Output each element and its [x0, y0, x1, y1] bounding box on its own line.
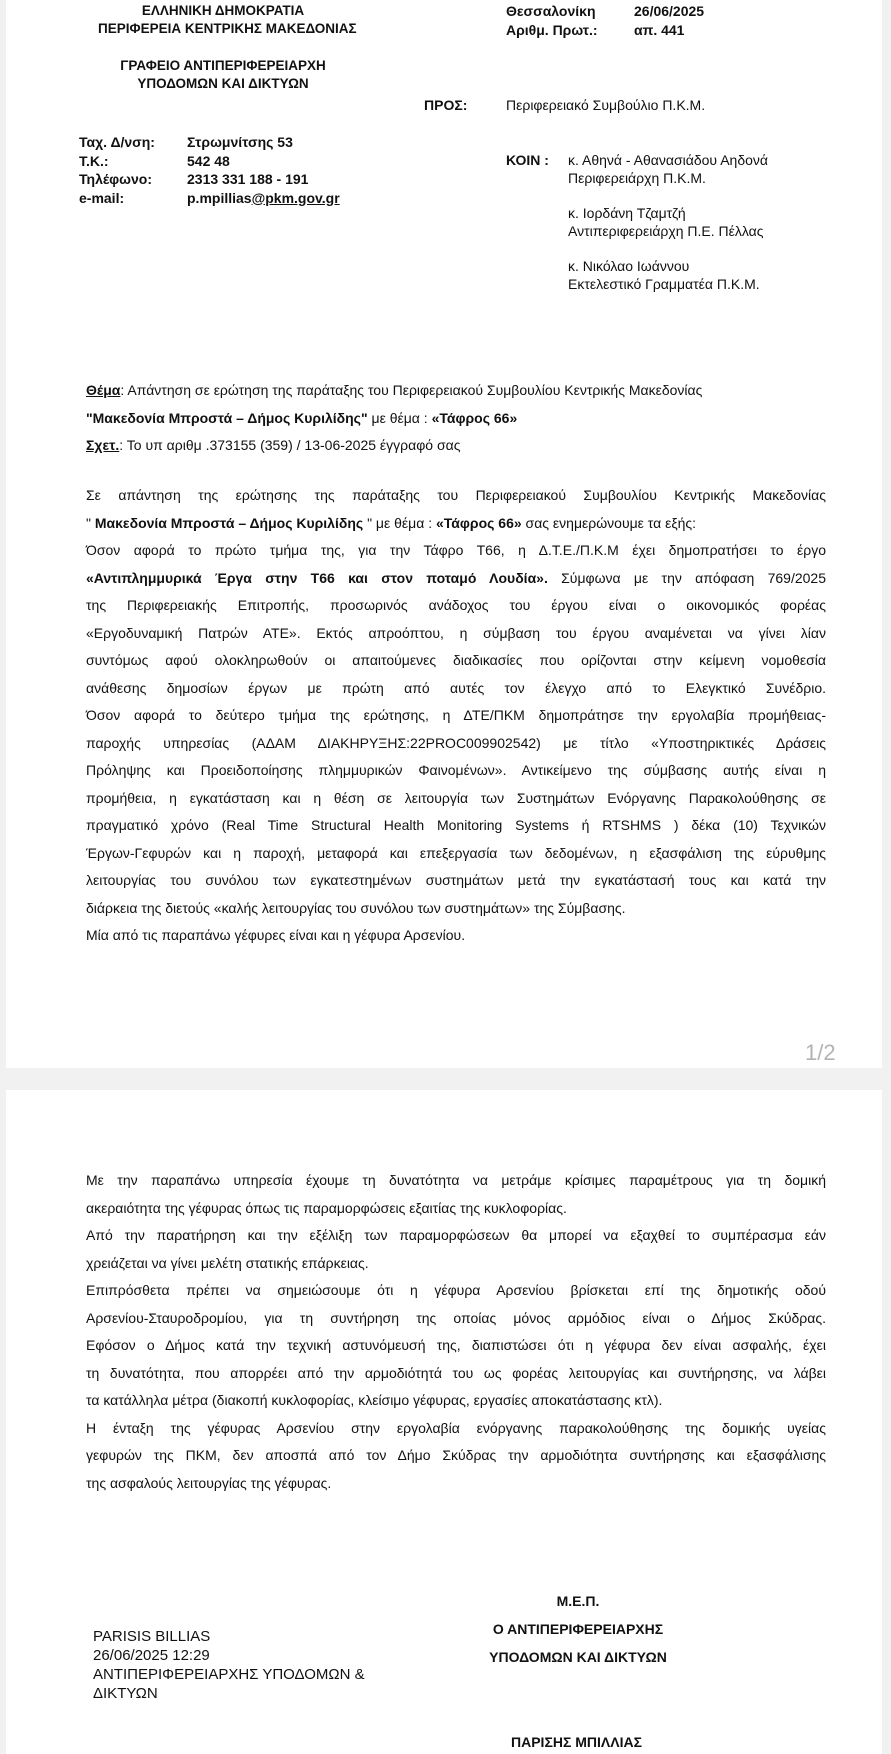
protocol-number: απ. 441: [634, 22, 685, 38]
subject-block: Θέμα: Απάντηση σε ερώτηση της παράταξης του Περιφερειακού Συμβουλίου Κεντρικής Μακεδονίας "Μακεδονία Μπροστά – Δήμος Κυριλίδης" με θέμα : «Τάφρος 66» Σχετ.: Το υπ αριθμ .373155 (359) / 13-06-2025 έγγραφό σας: [86, 382, 703, 453]
subject-label: Θέμα: [86, 382, 121, 398]
place-label: Θεσσαλονίκη: [506, 3, 596, 19]
document-page-2: [6, 1090, 882, 1754]
issuer-heading: [98, 2, 357, 38]
cc-recipient: κ. Αθηνά - Αθανασιάδου Αηδονά Περιφερειάρχη Π.Κ.Μ.: [568, 152, 768, 186]
body-paragraph-2: Με την παραπάνω υπηρεσία έχουμε τη δυνατότητα να μετράμε κρίσιμες παραμέτρους για τη δομική ακεραιότητα της γέφυρας όπως τις παραμορφώσεις εξαιτίας της κυκλοφορίας. Από την παρατήρηση και την εξέλιξη των παραμορφώσεων θα μπορεί να εξαχθεί το συμπέρασμα εάν χρειάζεται να γίνει μελέτη στατικής επάρκειας. Επιπρόσθετα πρέπει να σημειώσουμε ότι η γέφυρα Αρσενίου βρίσκεται επί της δημοτικής οδού Αρσενίου-Σταυροδρομίου, για τη συντήρηση της οποίας μόνος αρμόδιος είναι ο Δήμος Σκύδρας. Εφόσον ο Δήμος κατά την τεχνική αστυνόμευσή της, διαπιστώσει ότι η γέφυρα δεν είναι ασφαλής, έχει τη δυνατότητα, που απορρέει από την αρμοδιότητά του ως φορέας λειτουργίας και συντήρησης, να λάβει τα κατάλληλα μέτρα (διακοπή κυκλοφορίας, κλείσιμο γέφυρας, εργασίες αποκατάστασης κτλ). Η ένταξη της γέφυρας Αρσενίου στην εργολαβία ενόργανης παρακολούθησης της δομικής υγείας γεφυρών της ΠΚΜ, δεν αποσπά από τον Δήμο Σκύδρας την αρμοδιότητα συντήρησης και εξασφάλισης της ασφαλούς λειτουργίας της γέφυρας.: [86, 1172, 826, 1491]
cc-recipients: [568, 151, 768, 293]
signatory-name: ΠΑΡΙΣΗΣ ΜΠΙΛΛΙΑΣ: [511, 1734, 642, 1750]
office-line-2: ΥΠΟΔΟΜΩΝ ΚΑΙ ΔΙΚΤΥΩΝ: [137, 76, 309, 91]
signatory-title-2: ΥΠΟΔΟΜΩΝ ΚΑΙ ΔΙΚΤΥΩΝ: [489, 1649, 667, 1665]
document-page-1: [6, 0, 882, 1068]
republic-label: ΕΛΛΗΝΙΚΗ ΔΗΜΟΚΡΑΤΙΑ: [141, 3, 305, 18]
reference-label: Σχετ.: [86, 437, 120, 453]
email-link[interactable]: p.mpillias@pkm.gov.gr: [187, 189, 340, 206]
subject-faction: "Μακεδονία Μπροστά – Δήμος Κυριλίδης": [86, 409, 368, 426]
signatory-title-1: Ο ΑΝΤΙΠΕΡΙΦΕΡΕΙΑΡΧΗΣ: [492, 1621, 664, 1637]
document-date: 26/06/2025: [634, 3, 705, 19]
cc-label: ΚΟΙΝ :: [506, 152, 549, 168]
protocol-label: Αριθμ. Πρωτ.:: [506, 22, 598, 38]
zip-value: 542 48: [187, 152, 230, 169]
cc-recipient: κ. Νικόλαο Ιωάννου Εκτελεστικό Γραμματέα Π.Κ.Μ.: [568, 258, 760, 292]
stamp-role: ΑΝΤΙΠΕΡΙΦΕΡΕΙΑΡΧΗΣ ΥΠΟΔΟΜΩΝ &: [93, 1666, 365, 1683]
office-line-1: ΓΡΑΦΕΙΟ ΑΝΤΙΠΕΡΙΦΕΡΕΙΑΡΧΗ: [120, 58, 326, 73]
office-heading: [98, 57, 348, 93]
stamp-datetime: 26/06/2025 12:29: [93, 1647, 210, 1664]
reference-text: : Το υπ αριθμ .373155 (359) / 13-06-2025 έγγραφό σας: [119, 437, 461, 453]
project-title: «Αντιπλημμυρικά Έργα στην Τ66 και στον ποταμό Λουδία».: [86, 569, 548, 586]
body-paragraph-1: Σε απάντηση της ερώτησης της παράταξης του Περιφερειακού Συμβουλίου Κεντρικής Μακεδονίας " Μακεδονία Μπροστά – Δήμος Κυριλίδης " με θέμα : «Τάφρος 66» σας ενημερώνουμε τα εξής: Όσον αφορά το πρώτο τμήμα της, για την Τάφρο Τ66, η Δ.Τ.Ε./Π.Κ.Μ έχει δημοπρατήσει το έργο «Αντιπλημμυρικά Έργα στην Τ66 και στον ποταμό Λουδία». Σύμφωνα με την απόφαση 769/2025 της Περιφερειακής Επιτροπής, προσωρινός ανάδοχος του έργου είναι ο οικονομικός φορέας «Εργοδυναμική Πατρών ΑΤΕ». Εκτός απροόπτου, η σύμβαση του έργου αναμένεται να γίνει λίαν συντόμως αφού ολοκληρωθούν οι απαιτούμενες διαδικασίες που ορίζονται στην κείμενη νομοθεσία ανάθεσης δημοσίων έργων με πρώτη από αυτές τον έλεγχο από το Ελεγκτικό Συνέδριο. Όσον αφορά το δεύτερο τμήμα της ερώτησης, η ΔΤΕ/ΠΚΜ δημοπράτησε την εργολαβία προμήθειας- παροχής υπηρεσίας (ΑΔΑΜ ΔΙΑΚΗΡΥΞΗΣ:22PROC009902542) με τίτλο «Υποστηρικτικές Δράσεις Πρόληψης και Προειδοποίησης πλημμυρικών Φαινομένων». Αντικείμενο της σύμβασης αυτής είναι η προμήθεια, η εγκατάσταση και η θέση σε λειτουργία των Συστημάτων Ενόργανης Παρακολούθησης σε πραγματικό χρόνο (Real Time Structural Health Monitoring Systems ή RTSHMS ) δέκα (10) Τεχνικών Έργων-Γεφυρών και η παροχή, μεταφορά και επεξεργασία των δεδομένων, η εξασφάλιση της εύρυθμης λειτουργίας του συνόλου των εγκατεστημένων συστημάτων μετά την εγκατάστασή τους και κατά την διάρκεια της διετούς «καλής λειτουργίας του συνόλου των συστημάτων» της Σύμβασης. Μία από τις παραπάνω γέφυρες είναι και η γέφυρα Αρσενίου.: [86, 487, 826, 943]
to-label: ΠΡΟΣ:: [424, 97, 468, 113]
date-protocol-block: [506, 2, 704, 40]
phone-value: 2313 331 188 - 191: [187, 171, 309, 187]
cc-recipient: κ. Ιορδάνη Τζαμτζή Αντιπεριφερειάρχη Π.Ε. Πέλλας: [568, 205, 764, 239]
street-value: Στρωμνίτσης 53: [187, 134, 293, 150]
page-number: 1/2: [805, 1040, 836, 1065]
signatory-block: [478, 1587, 678, 1671]
mep-label: Μ.Ε.Π.: [556, 1593, 600, 1609]
digital-signature-stamp: PARISIS BILLIAS 26/06/2025 12:29 ΑΝΤΙΠΕΡΙΦΕΡΕΙΑΡΧΗΣ ΥΠΟΔΟΜΩΝ & ΔΙΚΤΥΩΝ: [93, 1628, 365, 1702]
to-recipient: Περιφερειακό Συμβούλιο Π.Κ.Μ.: [506, 97, 706, 113]
sender-address: Ταχ. Δ/νση: Στρωμνίτσης 53 Τ.Κ.: 542 48 Τηλέφωνο: 2313 331 188 - 191 e-mail: p.mpillias@pkm.gov.gr: [79, 134, 340, 206]
region-label: ΠΕΡΙΦΕΡΕΙΑ ΚΕΝΤΡΙΚΗΣ ΜΑΚΕΔΟΝΙΑΣ: [98, 21, 357, 36]
subject-topic: «Τάφρος 66»: [431, 409, 518, 426]
stamp-signer-name: PARISIS BILLIAS: [93, 1628, 211, 1645]
subject-text: : Απάντηση σε ερώτηση της παράταξης του Περιφερειακού Συμβουλίου Κεντρικής Μακεδονίας: [120, 382, 703, 398]
